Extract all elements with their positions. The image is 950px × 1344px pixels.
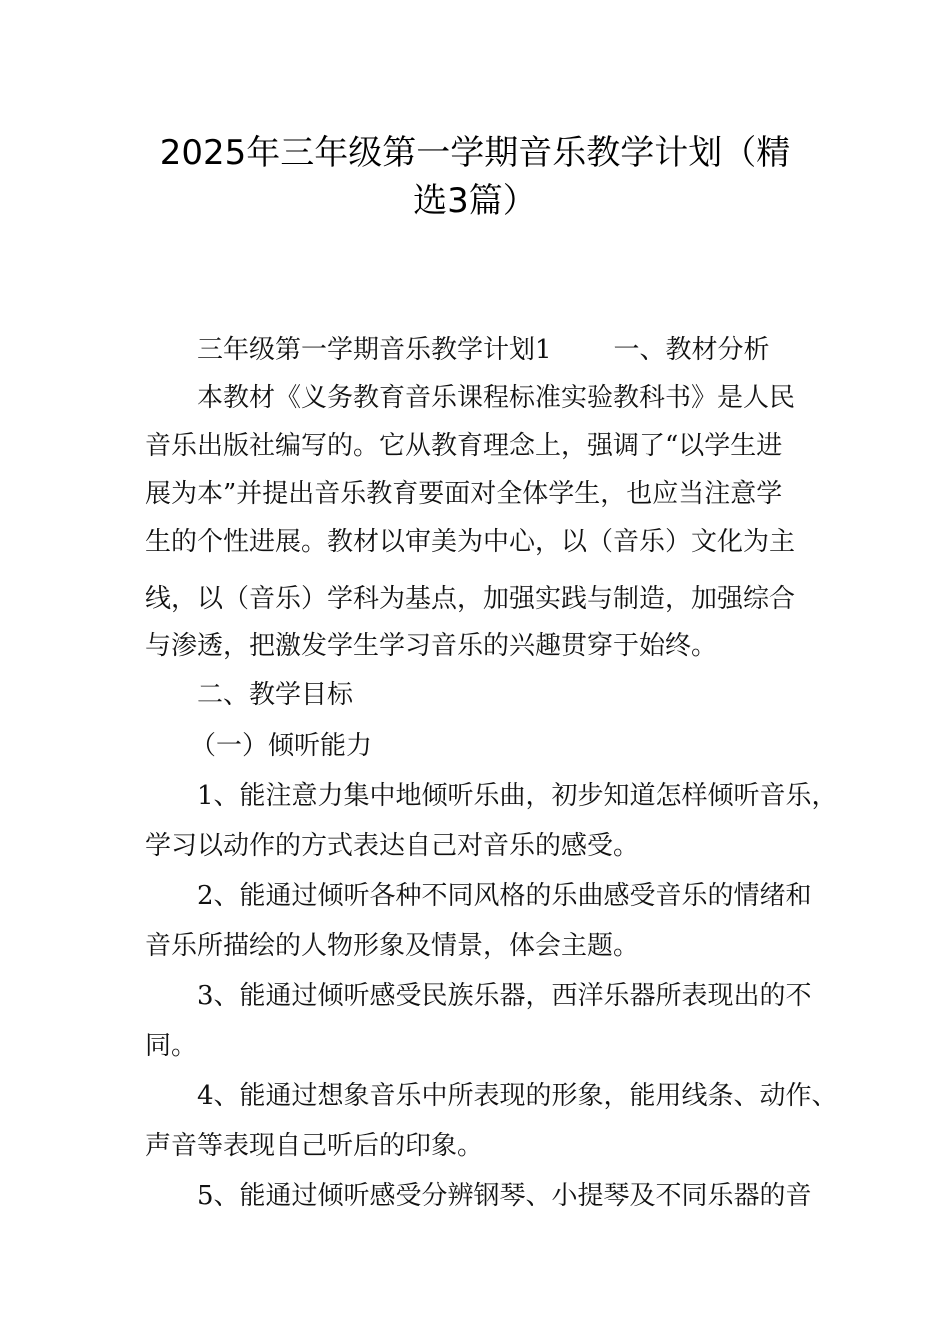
- list-item-line: 声音等表现自己听后的印象。: [145, 1131, 484, 1161]
- list-item-line: 5、能通过倾听感受分辨钢琴、小提琴及不同乐器的音: [197, 1181, 812, 1211]
- paragraph-line: 音乐出版社编写的。它从教育理念上，强调了“以学生进: [145, 431, 783, 461]
- section-heading-materials: 一、教材分析: [613, 335, 770, 365]
- paragraph-line: 本教材《义务教育音乐课程标准实验教科书》是人民: [197, 383, 796, 413]
- section-heading-goals: 二、教学目标: [197, 680, 354, 710]
- paragraph-line: 与渗透，把激发学生学习音乐的兴趣贯穿于始终。: [145, 631, 718, 661]
- document-title-line-2: 选3篇）: [413, 181, 537, 221]
- list-item-line: 同。: [145, 1031, 198, 1061]
- list-item-line: 2、能通过倾听各种不同风格的乐曲感受音乐的情绪和: [197, 881, 812, 911]
- subsection-heading-listening: （一）倾听能力: [190, 731, 373, 761]
- paragraph-line: 线，以（音乐）学科为基点，加强实践与制造，加强综合: [145, 584, 796, 614]
- paragraph-line: 展为本”并提出音乐教育要面对全体学生，也应当注意学: [145, 479, 783, 509]
- plan-heading-line: [197, 332, 770, 368]
- list-item-line: 学习以动作的方式表达自己对音乐的感受。: [145, 831, 640, 861]
- paragraph-line: 生的个性进展。教材以审美为中心，以（音乐）文化为主: [145, 527, 796, 557]
- list-item-line: 3、能通过倾听感受民族乐器，西洋乐器所表现出的不: [197, 981, 812, 1011]
- list-item-line: 音乐所描绘的人物形象及情景，体会主题。: [145, 931, 640, 961]
- plan-heading: 三年级第一学期音乐教学计划1: [197, 335, 552, 365]
- document-title-line-1: 2025年三年级第一学期音乐教学计划（精: [159, 133, 791, 173]
- list-item-line: 4、能通过想象音乐中所表现的形象，能用线条、动作、: [197, 1081, 838, 1111]
- list-item-line: 1、能注意力集中地倾听乐曲，初步知道怎样倾听音乐，: [197, 781, 838, 811]
